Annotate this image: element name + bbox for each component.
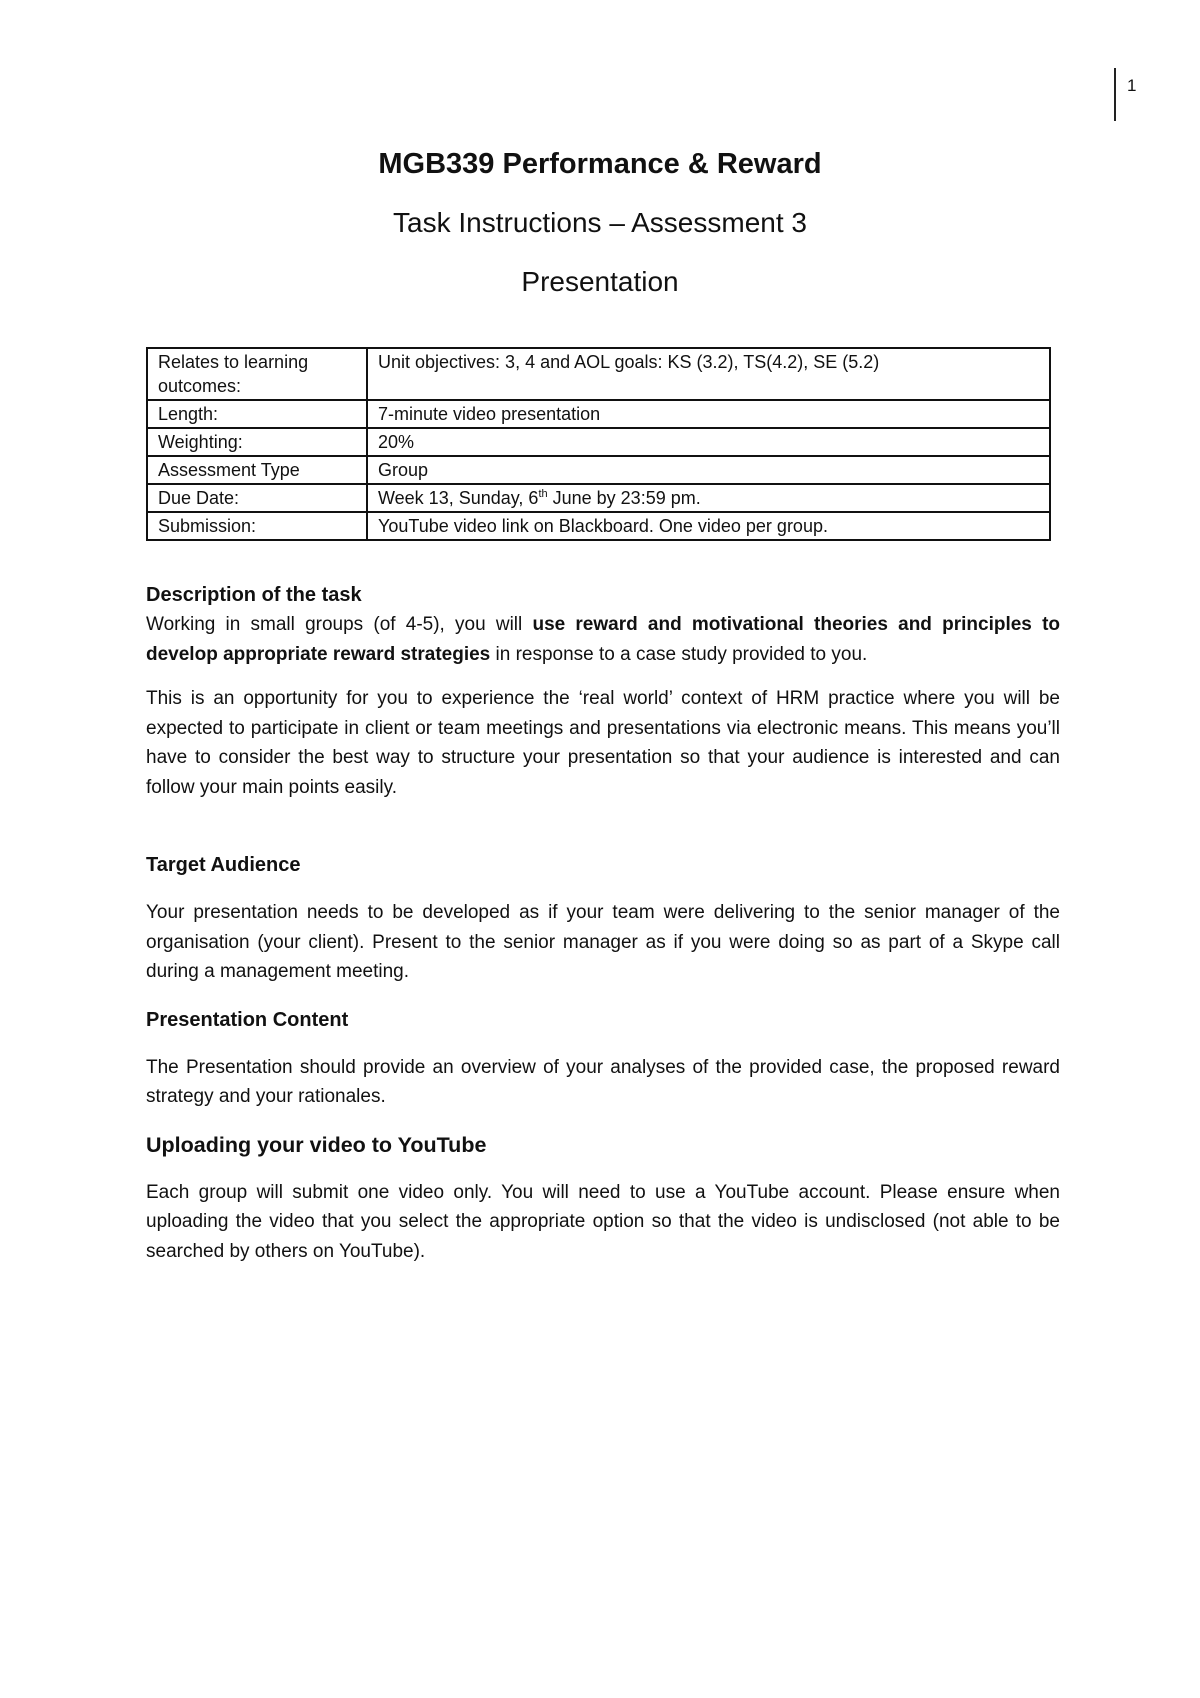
table-cell-value: Group: [367, 456, 1050, 484]
table-row: [147, 348, 1050, 400]
due-date-ordinal-suffix: th: [538, 488, 548, 500]
section-heading-presentation-content: Presentation Content: [146, 1008, 349, 1031]
presentation-content-paragraph: The Presentation should provide an overview of your analyses of the provided case, the proposed reward strategy and your rationales.: [146, 1056, 1060, 1107]
table-row: [147, 456, 1050, 484]
table-row: [147, 428, 1050, 456]
table-row: [147, 400, 1050, 428]
table-row: [147, 512, 1050, 540]
table-cell-label: Weighting:: [147, 428, 367, 456]
table-cell-value: 7-minute video presentation: [367, 400, 1050, 428]
assessment-info-table: [146, 347, 1051, 541]
table-cell-label: Due Date:: [147, 484, 367, 512]
document-title: MGB339 Performance & Reward: [378, 148, 822, 180]
table-row: [147, 484, 1050, 512]
document-subtitle-presentation: Presentation: [521, 266, 679, 297]
document-body: [146, 580, 1060, 1266]
table-cell-value: Unit objectives: 3, 4 and AOL goals: KS (3.2), TS(4.2), SE (5.2): [367, 348, 1050, 400]
target-audience-paragraph: Your presentation needs to be developed as if your team were delivering to the senior manager of the organisation (your client). Present to the senior manager as if you were doing so as part of a Skype call during a management meeting.: [146, 902, 1060, 982]
table-cell-value: YouTube video link on Blackboard. One video per group.: [367, 512, 1050, 540]
due-date-text-rest: June by 23:59 pm.: [547, 488, 701, 508]
page-number-rule: [1114, 68, 1116, 121]
description-bold-text: use reward and motivational theories and principles to develop appropriate reward strategies: [146, 614, 1061, 665]
table-cell-value-due-date: [367, 484, 1050, 512]
section-heading-target-audience: Target Audience: [146, 854, 301, 876]
page-number: 1: [1127, 76, 1137, 95]
section-heading-description: Description of the task: [146, 584, 362, 606]
uploading-paragraph: Each group will submit one video only. You will need to use a YouTube account. Please ensure when uploading the video that you select the appropriate option so that the video is undisclosed (not able to be searched by others on YouTube).: [146, 1181, 1060, 1262]
table-cell-label: Submission:: [147, 512, 367, 540]
document-subtitle-task-instructions: Task Instructions – Assessment 3: [393, 207, 807, 238]
description-text: in response to a case study provided to you.: [490, 643, 868, 665]
table-cell-label: Length:: [147, 400, 367, 428]
section-heading-uploading: Uploading your video to YouTube: [146, 1132, 487, 1157]
description-paragraph-2: This is an opportunity for you to experience the ‘real world’ context of HRM practice where you will be expected to participate in client or team meetings and presentations via electronic means. This means you’ll have to consider the best way to structure your presentation so that your audience is interested and can follow your main points easily.: [146, 688, 1060, 798]
description-paragraph-1: [146, 610, 1060, 669]
table-cell-value: 20%: [367, 428, 1050, 456]
table-cell-label: Relates to learning outcomes:: [147, 348, 367, 400]
due-date-text: Week 13, Sunday, 6: [378, 488, 539, 508]
table-cell-label: Assessment Type: [147, 456, 367, 484]
description-text: Working in small groups (of 4-5), you will: [146, 614, 533, 635]
